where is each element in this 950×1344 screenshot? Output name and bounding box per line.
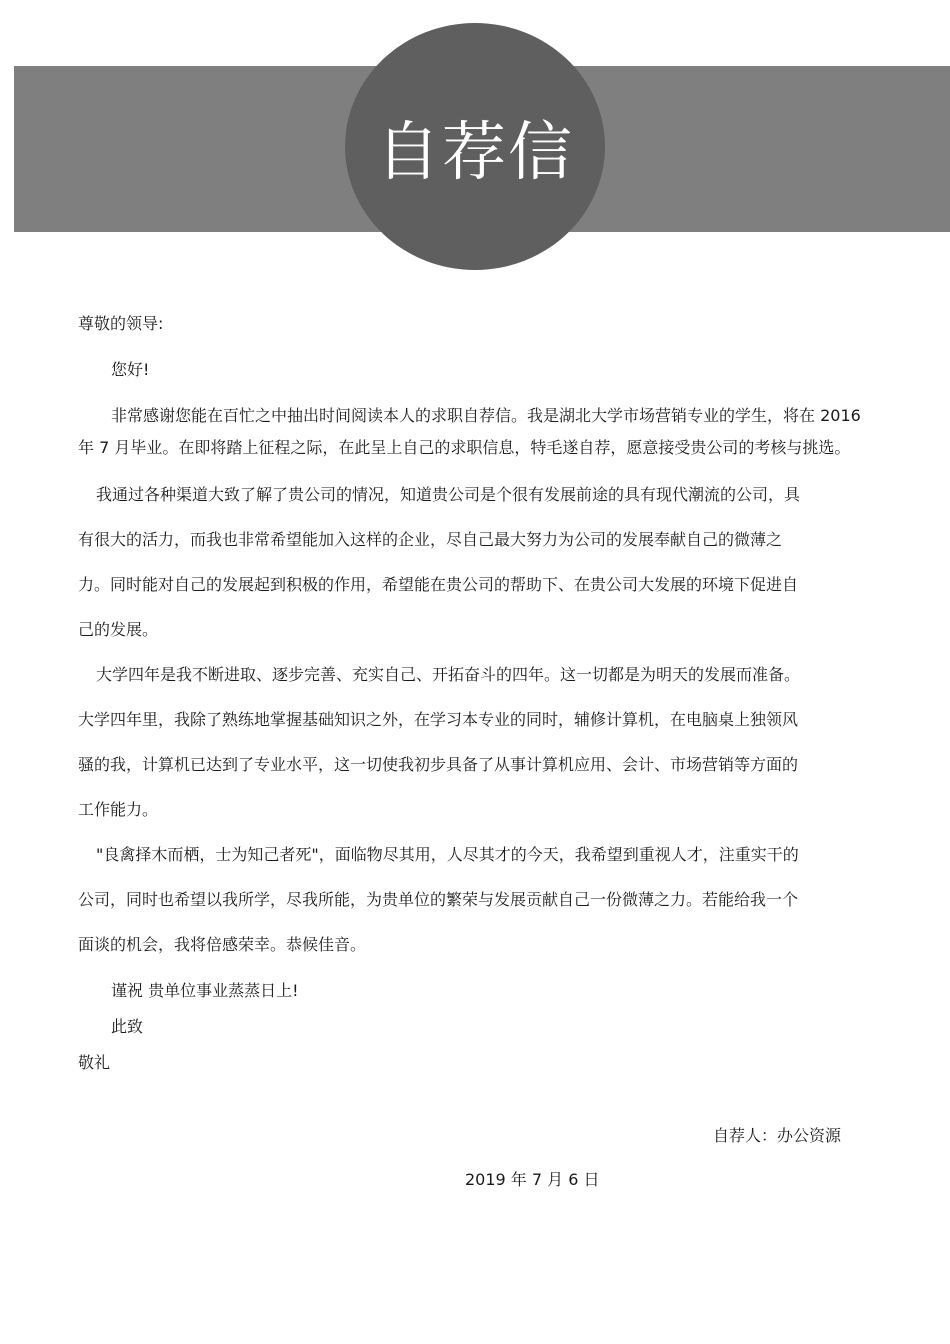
- signature: 自荐人：办公资源: [713, 1126, 842, 1145]
- greeting: 您好!: [111, 360, 150, 379]
- page-title: 自荐信: [376, 115, 574, 190]
- letter-body: [78, 308, 878, 1079]
- paragraph-intro: 非常感谢您能在百忙之中抽出时间阅读本人的求职自荐信。我是湖北大学市场营销专业的学生，将在 2016 年 7 月毕业。在即将踏上征程之际，在此呈上自己的求职信息，特毛遂自荐，愿意接受贵公司的考核与挑选。: [78, 406, 861, 457]
- paragraph-university: 大学四年是我不断进取、逐步完善、充实自己、开拓奋斗的四年。这一切都是为明天的发展而准备。大学四年里，我除了熟练地掌握基础知识之外，在学习本专业的同时，辅修计算机，在电脑桌上独领风骚的我，计算机已达到了专业水平，这一切使我初步具备了从事计算机应用、会计、市场营销等方面的工作能力。: [78, 665, 801, 819]
- salutation: 尊敬的领导:: [78, 314, 164, 333]
- closing-line: 此致: [111, 1017, 144, 1036]
- letter-date: 2019 年 7 月 6 日: [465, 1170, 600, 1189]
- title-circle: [345, 23, 605, 270]
- paragraph-company: 我通过各种渠道大致了解了贵公司的情况，知道贵公司是个很有发展前途的具有现代潮流的公司，具有很大的活力，而我也非常希望能加入这样的企业，尽自己最大努力为公司的发展奉献自己的微薄之力。同时能对自己的发展起到积极的作用，希望能在贵公司的帮助下、在贵公司大发展的环境下促进自己的发展。: [78, 485, 801, 639]
- paragraph-aspiration: "良禽择木而栖，士为知己者死"，面临物尽其用，人尽其才的今天，我希望到重视人才，注重实干的公司，同时也希望以我所学，尽我所能，为贵单位的繁荣与发展贡献自己一份微薄之力。若能给我一个面谈的机会，我将倍感荣幸。恭候佳音。: [78, 845, 799, 954]
- regards-line: 敬礼: [78, 1053, 111, 1072]
- wish-line: 谨祝 贵单位事业蒸蒸日上!: [111, 981, 299, 1000]
